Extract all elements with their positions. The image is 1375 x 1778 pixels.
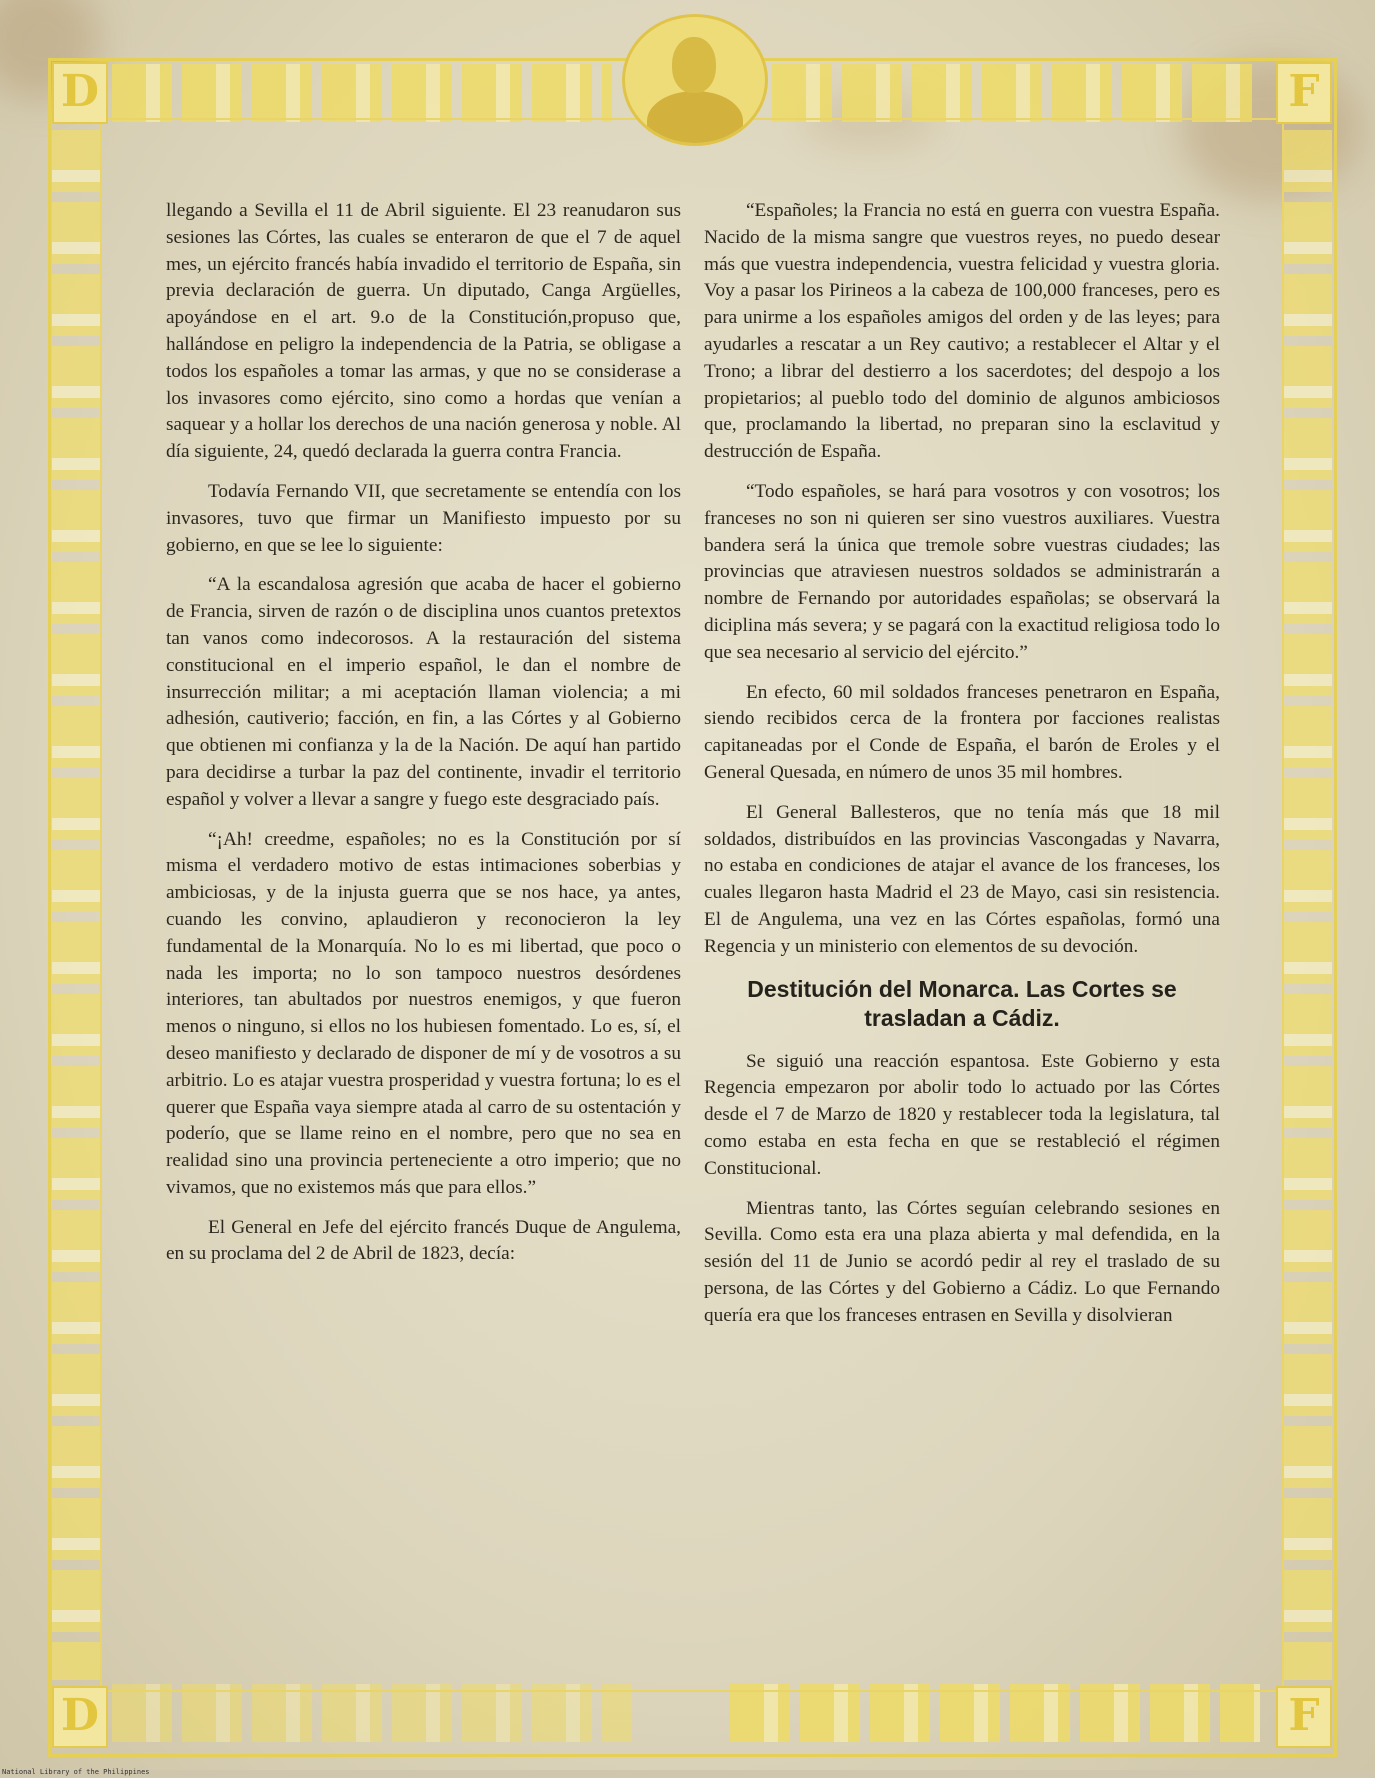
portrait-medallion xyxy=(622,14,768,146)
border-band-right xyxy=(1282,130,1332,1680)
paragraph: llegando a Sevilla el 11 de Abril siguiente. El 23 reanudaron sus sesiones las Córtes, las cuales se enteraron de que el 7 de aquel mes, un ejército francés había invadido el territorio de España, sin previa declaración de guerra. Un diputado, Canga Argüelles, apoyándose en el art. 9.o de la Constitución,propuso que, hallándose en peligro la independencia de la Patria, se obligase a todos los españoles a tomar las armas, y que no se considerase a los invasores como ejército, sino como a hordas que venían a saquear y a hollar los derechos de una nación generosa y noble. Al día siguiente, 24, quedó declarada la guerra contra Francia. xyxy=(166,200,681,463)
border-band-bottom-left xyxy=(112,1684,632,1742)
border-band-top-left xyxy=(112,64,612,122)
section-heading: Destitución del Monarca. Las Cortes se trasladan a Cádiz. xyxy=(747,975,1177,1031)
left-column xyxy=(166,198,681,1281)
library-credit: National Library of the Philippines xyxy=(2,1768,150,1776)
paragraph: El General Ballesteros, que no tenía más que 18 mil soldados, distribuídos en las provincias Vascongadas y Navarra, no estaba en condiciones de atajar el avance de los franceses, los cuales llegaron hasta Madrid el 23 de Mayo, casi sin resistencia. El de Angulema, una vez en las Córtes españolas, formó una Regencia y un ministerio con elementos de su devoción. xyxy=(704,801,1220,957)
border-band-top-right xyxy=(772,64,1252,122)
portrait-body xyxy=(647,91,743,146)
paragraph: Mientras tanto, las Córtes seguían celebrando sesiones en Sevilla. Como esta era una plaza abierta y mal defendida, en la sesión del 11 de Junio se acordó pedir al rey el traslado de su persona, de las Córtes y del Gobierno a Cádiz. Lo que Fernando quería era que los franceses entrasen en Sevilla y disolvieran xyxy=(704,1197,1220,1326)
corner-letter-top-left: D xyxy=(52,62,108,124)
paragraph: El General en Jefe del ejército francés Duque de Angulema, en su proclama del 2 de Abril de 1823, decía: xyxy=(166,1216,681,1265)
paragraph: Todavía Fernando VII, que secretamente se entendía con los invasores, tuvo que firmar un Manifiesto impuesto por su gobierno, en que se lee lo siguiente: xyxy=(166,480,681,556)
border-band-left xyxy=(52,130,102,1680)
paragraph: En efecto, 60 mil soldados franceses penetraron en España, siendo recibidos cerca de la frontera por facciones realistas capitaneadas por el Conde de España, el barón de Eroles y el General Quesada, en número de unos 35 mil hombres. xyxy=(704,681,1220,783)
corner-letter-bottom-left: D xyxy=(52,1686,108,1748)
quote-paragraph: “A la escandalosa agresión que acaba de hacer el gobierno de Francia, sirven de razón o de disciplina unos cuantos pretextos tan vanos como indecorosos. A la restauración del sistema constitucional en el imperio español, le dan el nombre de insurrección militar; a mi aceptación llaman violencia; a mi adhesión, cautiverio; facción, en fin, a las Córtes y al Gobierno que obtienen mi confianza y la de la Nación. De aquí han partido para decidirse a turbar la paz del continente, invadir el territorio español y volver a llevar a sangre y fuego este desgraciado país. xyxy=(166,574,681,810)
quote-paragraph: “Españoles; la Francia no está en guerra con vuestra España. Nacido de la misma sangre que vuestros reyes, no puedo desear más que vuestra independencia, vuestra felicidad y vuestra gloria. Voy a pasar los Pirineos a la cabeza de 100,000 franceses, pero es para unirme a los españoles amigos del orden y de las leyes; para ayudarles a rescatar a un Rey cautivo; a restablecer el Altar y el Trono; a librar del destierro a los sacerdotes; del despojo a los propietarios; al pueblo todo del dominio de algunos ambiciosos que, proclamando la libertad, no preparan sino la esclavitud y destrucción de España. xyxy=(704,200,1220,463)
quote-paragraph: “¡Ah! creedme, españoles; no es la Constitución por sí misma el verdadero motivo de estas intimaciones soberbias y ambiciosas, y de la injusta guerra que se nos hace, ya antes, cuando les convino, aplaudieron y reconocieron la ley fundamental de la Monarquía. No lo es mi libertad, que poco o nada les importa; no lo son tampoco nuestros desórdenes interiores, tan abultados por nuestros enemigos, y que fueron menos o ninguno, si ellos no los hubiesen fomentado. Lo es, sí, el deseo manifiesto y declarado de disponer de mí y de vosotros a su arbitrio. Lo es atajar vuestra prosperidad y vuestra fortuna; lo es el querer que España vaya siempre atada al carro de su ostentación y poderío, que se llame reino en el nombre, pero que no sea en realidad sino una provincia perteneciente a otro imperio; que no vivamos, que no existemos más que para ellos.” xyxy=(166,828,681,1198)
paragraph: Se siguió una reacción espantosa. Este Gobierno y esta Regencia empezaron por abolir todo lo actuado por las Córtes desde el 7 de Marzo de 1820 y restablecer toda la legislatura, tal como estaba en esta fecha en que se restableció el régimen Constitucional. xyxy=(704,1050,1220,1179)
corner-letter-bottom-right: F xyxy=(1276,1686,1332,1748)
right-column xyxy=(704,198,1220,1342)
portrait-head xyxy=(672,37,716,93)
quote-paragraph: “Todo españoles, se hará para vosotros y con vosotros; los franceses no son ni quieren ser sino vuestros auxiliares. Vuestra bandera será la única que tremole sobre vuestras ciudades; las provincias que atraviesen nuestros soldados se administrarán a nombre de Fernando por autoridades españolas; se observará la diciplina más severa; y se pagará con la exactitud religiosa todo lo que sea necesario al servicio del ejército.” xyxy=(704,480,1220,663)
border-band-bottom-right xyxy=(730,1684,1260,1742)
corner-letter-top-right: F xyxy=(1276,62,1332,124)
